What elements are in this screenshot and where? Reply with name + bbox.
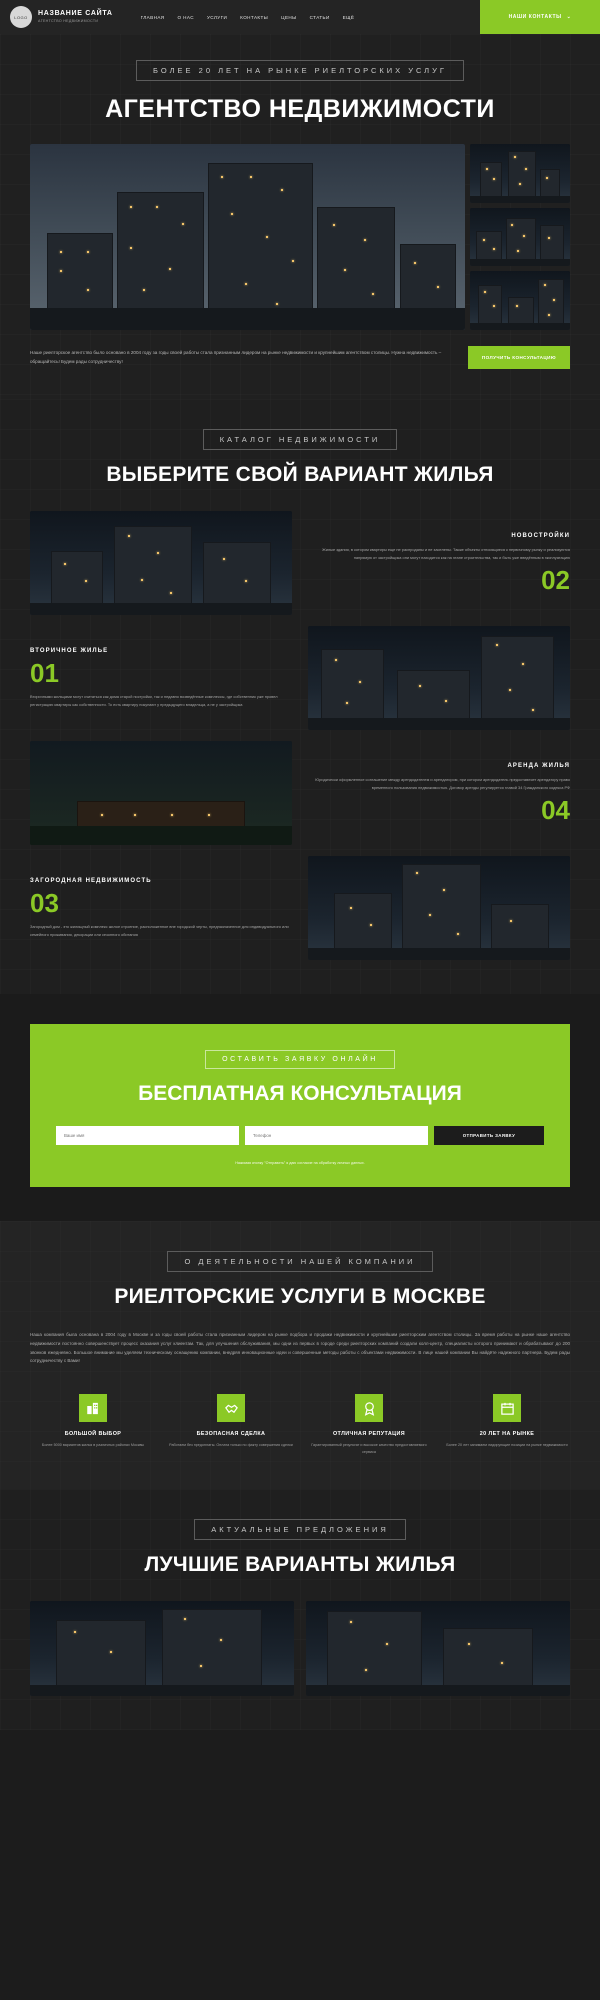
offer-image[interactable] xyxy=(30,1601,294,1696)
phone-input[interactable] xyxy=(245,1126,428,1145)
feature-item xyxy=(30,1394,156,1455)
medal-icon xyxy=(355,1394,383,1422)
cta-panel xyxy=(30,1024,570,1187)
feature-title: БЕЗОПАСНАЯ СДЕЛКА xyxy=(196,1431,266,1438)
catalog-item-body: Юридически оформленное соглашение между арендодателем и арендатором, при котором арендодатель предоставляет арендатору право временного пользования недвижимостью. Договор аренды регулируется главой 34 Гражданского кодекса РФ xyxy=(315,777,570,790)
submit-request-button[interactable]: ОТПРАВИТЬ ЗАЯВКУ xyxy=(434,1126,544,1145)
brand-subtitle: АГЕНТСТВО НЕДВИЖИМОСТИ xyxy=(38,19,99,24)
catalog-item-number: 01 xyxy=(30,658,59,689)
offers-eyebrow: АКТУАЛЬНЫЕ ПРЕДЛОЖЕНИЯ xyxy=(194,1519,406,1540)
offers-title: ЛУЧШИЕ ВАРИАНТЫ ЖИЛЬЯ xyxy=(144,1553,456,1577)
calendar-icon xyxy=(493,1394,521,1422)
catalog-item-text xyxy=(308,741,570,845)
feature-item xyxy=(444,1394,570,1455)
catalog-image[interactable] xyxy=(308,856,570,960)
feature-body: Более 20 лет занимаем лидирующие позиции на рынке недвижимости xyxy=(446,1443,568,1448)
hero-thumbnail[interactable] xyxy=(470,144,570,203)
buildings-icon xyxy=(79,1394,107,1422)
hero-eyebrow: БОЛЕЕ 20 ЛЕТ НА РЫНКЕ РИЕЛТОРСКИХ УСЛУГ xyxy=(136,60,464,81)
catalog-item-label: АРЕНДА ЖИЛЬЯ xyxy=(507,763,570,770)
catalog-item-body: Жилые здания, в котором квартиры еще не распроданы и не заселены. Также объекты относящиеся к первичному рынку и реализуются напрямую от застройщика они могут находится как на этапе строительства, так и быть уже введённым в эксплуатацию xyxy=(322,547,570,560)
catalog-image[interactable] xyxy=(308,626,570,730)
catalog-item-text xyxy=(308,511,570,615)
features-grid xyxy=(30,1394,570,1455)
catalog-item-number: 02 xyxy=(541,564,570,595)
hero-gallery xyxy=(30,144,570,330)
feature-title: ОТЛИЧНАЯ РЕПУТАЦИЯ xyxy=(332,1431,406,1438)
about-section xyxy=(0,1221,600,1489)
feature-item xyxy=(306,1394,432,1455)
feature-title: 20 ЛЕТ НА РЫНКЕ xyxy=(479,1431,535,1438)
offers-grid xyxy=(30,1601,570,1696)
hero-description-row xyxy=(30,346,570,369)
catalog-image[interactable] xyxy=(30,741,292,845)
contacts-button-label: НАШИ КОНТАКТЫ xyxy=(508,14,562,20)
brand-name: НАЗВАНИЕ САЙТА xyxy=(38,10,113,18)
brand-block xyxy=(38,10,113,23)
name-input[interactable] xyxy=(56,1126,239,1145)
catalog-item-label: ЗАГОРОДНАЯ НЕДВИЖИМОСТЬ xyxy=(30,878,152,885)
about-text: Наша компания была основана в 2004 году в Москве и за годы своей работы стала признанным лидером на рынке подбора и продажи недвижимости и крупнейшим риелторским агентством столицы. За время работы на рынке наше агентство недвижимости постоянно совершенствует процесс оказания услуг клиентам. Так, для улучшения обслуживания, мы одни из первых в городе среди риелторских компаний создали колл-центр, специалисты которого принимают и обрабатывают до 200 звонков ежедневно. Большое внимание мы уделяем техническому оснащению компании, внедряя инновационные идеи и совершенные методы работы с объектами недвижимости. В лице нашей компании Вы найдёте надежного партнера. Будем рады сотрудничеству с Вами! xyxy=(30,1332,570,1364)
catalog-item-text xyxy=(30,626,292,730)
contacts-button[interactable] xyxy=(480,0,600,34)
hero-thumbnail[interactable] xyxy=(470,271,570,330)
catalog-title: ВЫБЕРИТЕ СВОЙ ВАРИАНТ ЖИЛЬЯ xyxy=(106,463,494,486)
catalog-eyebrow: КАТАЛОГ НЕДВИЖИМОСТИ xyxy=(203,429,398,450)
catalog-grid xyxy=(30,511,570,960)
cta-form xyxy=(56,1126,544,1145)
hero-section xyxy=(0,34,600,399)
chevron-down-icon: ⌄ xyxy=(566,14,572,20)
catalog-item-body: Вторичными жильцами могут считаться как дома старой постройки, так и недавно возведённые комплексы, где собственник уже провел регистрацию квартиры как собственности. То есть квартиру покупают у предыдущего владельца, а не у застройщика xyxy=(30,694,278,707)
logo[interactable]: LOGO xyxy=(10,6,32,28)
handshake-icon xyxy=(217,1394,245,1422)
main-nav xyxy=(141,15,355,20)
catalog-item-label: ВТОРИЧНОЕ ЖИЛЬЕ xyxy=(30,648,109,655)
nav-item-home[interactable]: ГЛАВНАЯ xyxy=(140,14,165,20)
catalog-item-text xyxy=(30,856,292,960)
nav-item-prices[interactable]: ЦЕНЫ xyxy=(281,14,297,20)
nav-item-more[interactable]: ЕЩЁ xyxy=(342,14,355,20)
hero-thumbnail-list xyxy=(470,144,570,330)
feature-body: Гарантированный результат и высокое качество предоставляемого сервиса xyxy=(311,1443,427,1454)
nav-item-services[interactable]: УСЛУГИ xyxy=(206,14,228,20)
nav-item-contacts[interactable]: КОНТАКТЫ xyxy=(240,14,269,20)
about-eyebrow: О ДЕЯТЕЛЬНОСТИ НАШЕЙ КОМПАНИИ xyxy=(167,1251,432,1272)
hero-description: Наше риелторское агентство было основано в 2004 году за годы своей работы стала признанным лидером на рынке недвижимости и крупнейшим агентством столицы. Нужна недвижимость – обращайтесь! Будем рады сотрудничеству! xyxy=(30,350,442,364)
catalog-image[interactable] xyxy=(30,511,292,615)
feature-item xyxy=(168,1394,294,1455)
offer-image[interactable] xyxy=(306,1601,570,1696)
catalog-item-label: НОВОСТРОЙКИ xyxy=(511,533,570,540)
nav-item-about[interactable]: О НАС xyxy=(177,14,194,20)
catalog-section xyxy=(0,399,600,994)
nav-item-articles[interactable]: СТАТЬИ xyxy=(309,14,330,20)
cta-section xyxy=(0,994,600,1221)
feature-title: БОЛЬШОЙ ВЫБОР xyxy=(64,1431,122,1438)
hero-title: АГЕНТСТВО НЕДВИЖИМОСТИ xyxy=(105,95,495,123)
cta-eyebrow: ОСТАВИТЬ ЗАЯВКУ ОНЛАЙН xyxy=(205,1050,395,1069)
cta-title: БЕСПЛАТНАЯ КОНСУЛЬТАЦИЯ xyxy=(138,1082,462,1105)
offers-section xyxy=(0,1489,600,1730)
site-header xyxy=(0,0,600,34)
hero-consultation-button[interactable]: ПОЛУЧИТЬ КОНСУЛЬТАЦИЮ xyxy=(468,346,570,369)
catalog-item-number: 04 xyxy=(541,794,570,825)
feature-body: Более 5000 вариантов жилья в различных районах Москвы xyxy=(41,1443,145,1448)
hero-main-image[interactable] xyxy=(30,144,465,330)
catalog-item-body: Загородный дом - это жилищный комплекс жилое строение, расположенное вне городской черты, предназначенное для индивидуального или семейного проживания, декорации или сезонного обитания xyxy=(30,924,289,937)
cta-consent-note: Нажимая кнопку "Отправить" я даю согласие на обработку личных данных. xyxy=(235,1161,365,1165)
hero-thumbnail[interactable] xyxy=(470,208,570,267)
about-title: РИЕЛТОРСКИЕ УСЛУГИ В МОСКВЕ xyxy=(114,1285,486,1308)
catalog-item-number: 03 xyxy=(30,888,59,919)
feature-body: Работаем без предоплаты. Оплата только по факту совершения сделки xyxy=(169,1443,293,1448)
